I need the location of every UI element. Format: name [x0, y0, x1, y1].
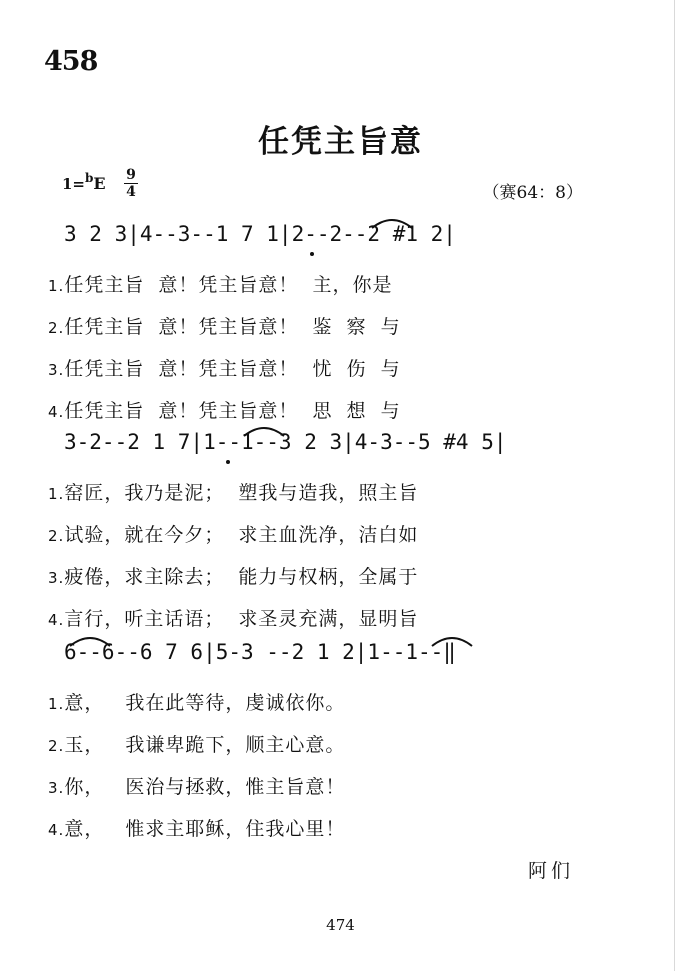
- tie-mark: [372, 220, 412, 228]
- key-flat: b: [85, 171, 94, 185]
- lyric-text: 任凭主旨 意！凭主旨意！ 忧 伤 与: [64, 358, 401, 380]
- lyric-text: 任凭主旨 意！凭主旨意！ 主，你是: [64, 274, 393, 296]
- verse-number: 2.: [48, 737, 65, 755]
- verse-number: 4.: [48, 821, 65, 839]
- verse-number: 1.: [48, 485, 65, 503]
- key-note: E: [93, 174, 106, 193]
- notation-line-2: 3-2--2 1 7|1--1--3 2 3|4-3--5 #4 5|: [64, 430, 507, 454]
- verse-number: 3.: [48, 569, 65, 587]
- verse-number: 2.: [48, 527, 65, 545]
- lyric-text: 疲倦，求主除去； 能力与权柄，全属于: [64, 566, 419, 588]
- verse-number: 4.: [48, 403, 65, 421]
- lyric-text: 言行，听主话语； 求圣灵充满，显明旨: [64, 608, 419, 630]
- low-octave-dot: [310, 252, 314, 256]
- verse-number: 3.: [48, 779, 65, 797]
- meter-top: 9: [126, 167, 136, 183]
- hymn-number: 458: [44, 46, 98, 77]
- lyric-text: 你， 医治与拯救，惟主旨意！: [64, 776, 346, 798]
- meter-bottom: 4: [126, 184, 136, 200]
- verse-number: 1.: [48, 277, 65, 295]
- scripture-reference: （赛64：8）: [482, 183, 583, 203]
- notation-line-1: 3 2 3|4--3--1 7 1|2--2--2 #1 2|: [64, 222, 456, 246]
- tie-mark: [244, 428, 284, 436]
- lyric-text: 试验，就在今夕； 求主血洗净，洁白如: [64, 524, 419, 546]
- lyric-text: 意， 我在此等待，虔诚依你。: [64, 692, 346, 714]
- lyric-text: 玉， 我谦卑跪下，顺主心意。: [64, 734, 346, 756]
- low-octave-dot: [226, 460, 230, 464]
- page-number: 474: [326, 916, 355, 934]
- amen: 阿们: [528, 860, 575, 882]
- notation-line-3: 6--6--6 7 6|5-3 --2 1 2|1--1--‖: [64, 640, 456, 664]
- verse-number: 2.: [48, 319, 65, 337]
- verse-number: 1.: [48, 695, 65, 713]
- hymn-title: 任凭主旨意: [258, 124, 423, 160]
- tie-mark: [432, 638, 472, 646]
- lyric-text: 窑匠，我乃是泥； 塑我与造我，照主旨: [64, 482, 419, 504]
- tie-mark: [70, 638, 110, 646]
- lyric-text: 任凭主旨 意！凭主旨意！ 鉴 察 与: [64, 316, 401, 338]
- lyric-text: 任凭主旨 意！凭主旨意！ 思 想 与: [64, 400, 401, 422]
- verse-number: 3.: [48, 361, 65, 379]
- lyric-text: 意， 惟求主耶稣，住我心里！: [64, 818, 346, 840]
- verse-number: 4.: [48, 611, 65, 629]
- key-prefix: 1=: [62, 175, 86, 193]
